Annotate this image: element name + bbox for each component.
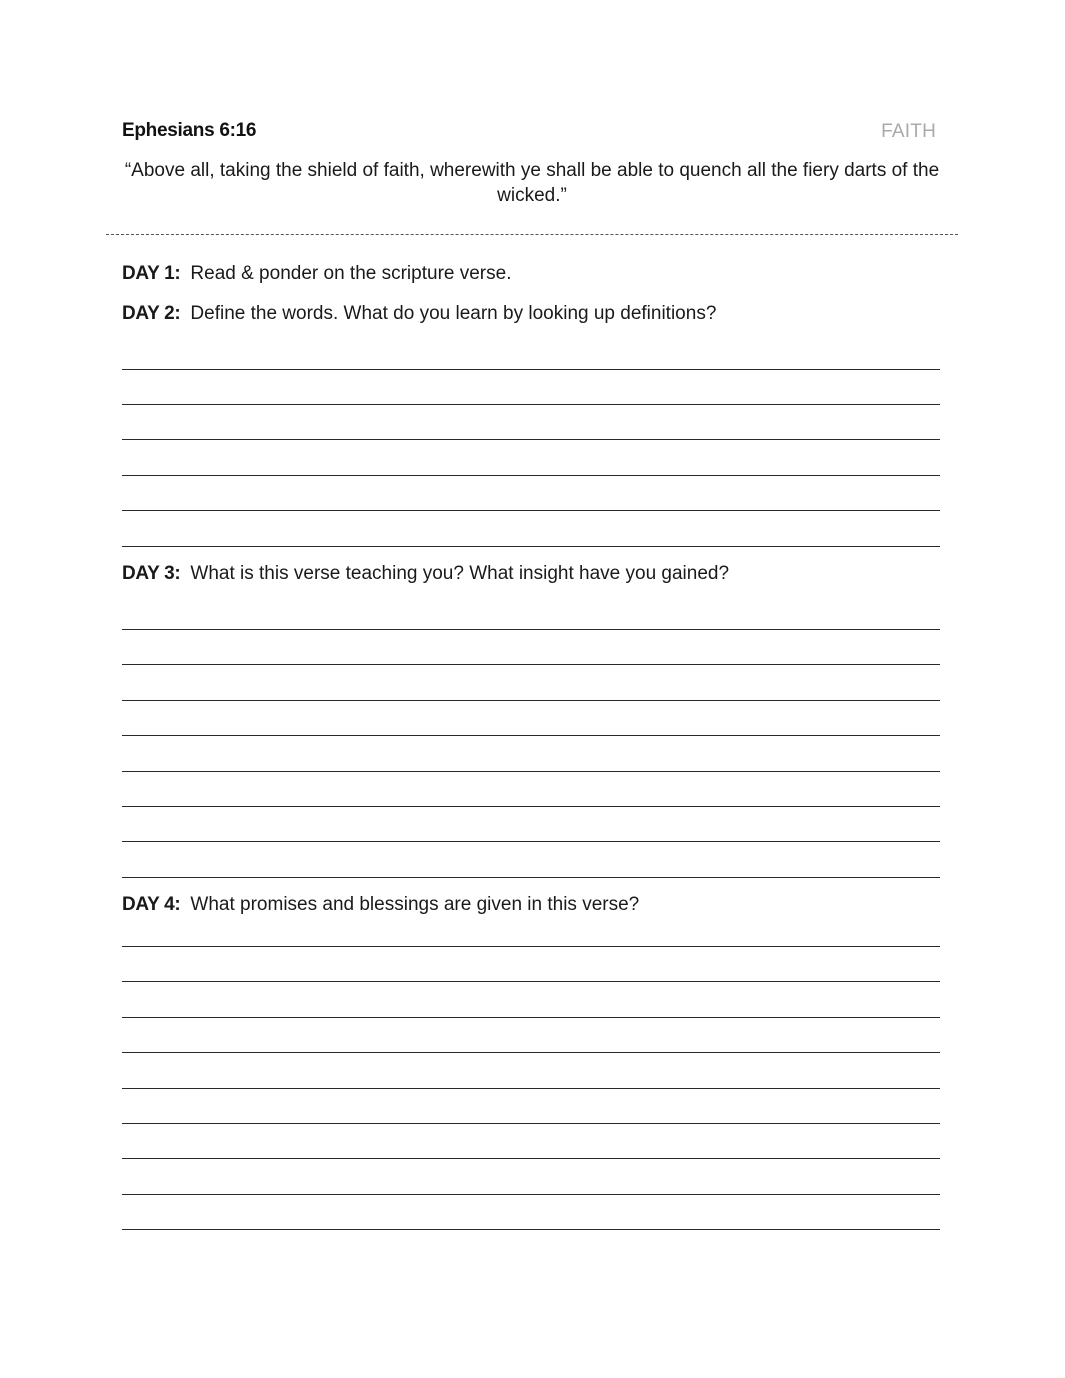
day-2-label: DAY 2: — [122, 303, 181, 324]
day-4-label: DAY 4: — [122, 894, 181, 915]
answer-line[interactable] — [122, 735, 940, 736]
answer-line[interactable] — [122, 629, 940, 630]
answer-line[interactable] — [122, 475, 940, 476]
answer-line[interactable] — [122, 1017, 940, 1018]
answer-line[interactable] — [122, 369, 940, 370]
answer-line[interactable] — [122, 1229, 940, 1230]
day-3-label: DAY 3: — [122, 563, 181, 584]
theme-label: FAITH — [881, 121, 936, 142]
day-4-text: What promises and blessings are given in this verse? — [190, 894, 640, 915]
answer-line[interactable] — [122, 1052, 940, 1053]
answer-line[interactable] — [122, 439, 940, 440]
day-1-prompt — [122, 263, 511, 285]
day-1-label: DAY 1: — [122, 263, 181, 284]
answer-line[interactable] — [122, 1194, 940, 1195]
day-3-text: What is this verse teaching you? What insight have you gained? — [190, 563, 730, 584]
answer-line[interactable] — [122, 841, 940, 842]
answer-line[interactable] — [122, 664, 940, 665]
answer-line[interactable] — [122, 981, 940, 982]
dashed-divider — [106, 234, 958, 235]
scripture-reference: Ephesians 6:16 — [122, 120, 257, 141]
answer-line[interactable] — [122, 1158, 940, 1159]
answer-line[interactable] — [122, 700, 940, 701]
answer-line[interactable] — [122, 510, 940, 511]
day-1-text: Read & ponder on the scripture verse. — [190, 263, 512, 284]
scripture-verse: “Above all, taking the shield of faith, wherewith ye shall be able to quench all the fiery darts of the wicked.” — [124, 160, 940, 206]
day-2-text: Define the words. What do you learn by looking up definitions? — [190, 303, 717, 324]
answer-line[interactable] — [122, 404, 940, 405]
answer-line[interactable] — [122, 946, 940, 947]
answer-line[interactable] — [122, 806, 940, 807]
answer-line[interactable] — [122, 1088, 940, 1089]
answer-line[interactable] — [122, 1123, 940, 1124]
day-3-prompt — [122, 563, 729, 585]
day-4-prompt — [122, 894, 639, 916]
day-2-prompt — [122, 303, 716, 325]
answer-line[interactable] — [122, 771, 940, 772]
answer-line[interactable] — [122, 877, 940, 878]
answer-line[interactable] — [122, 546, 940, 547]
